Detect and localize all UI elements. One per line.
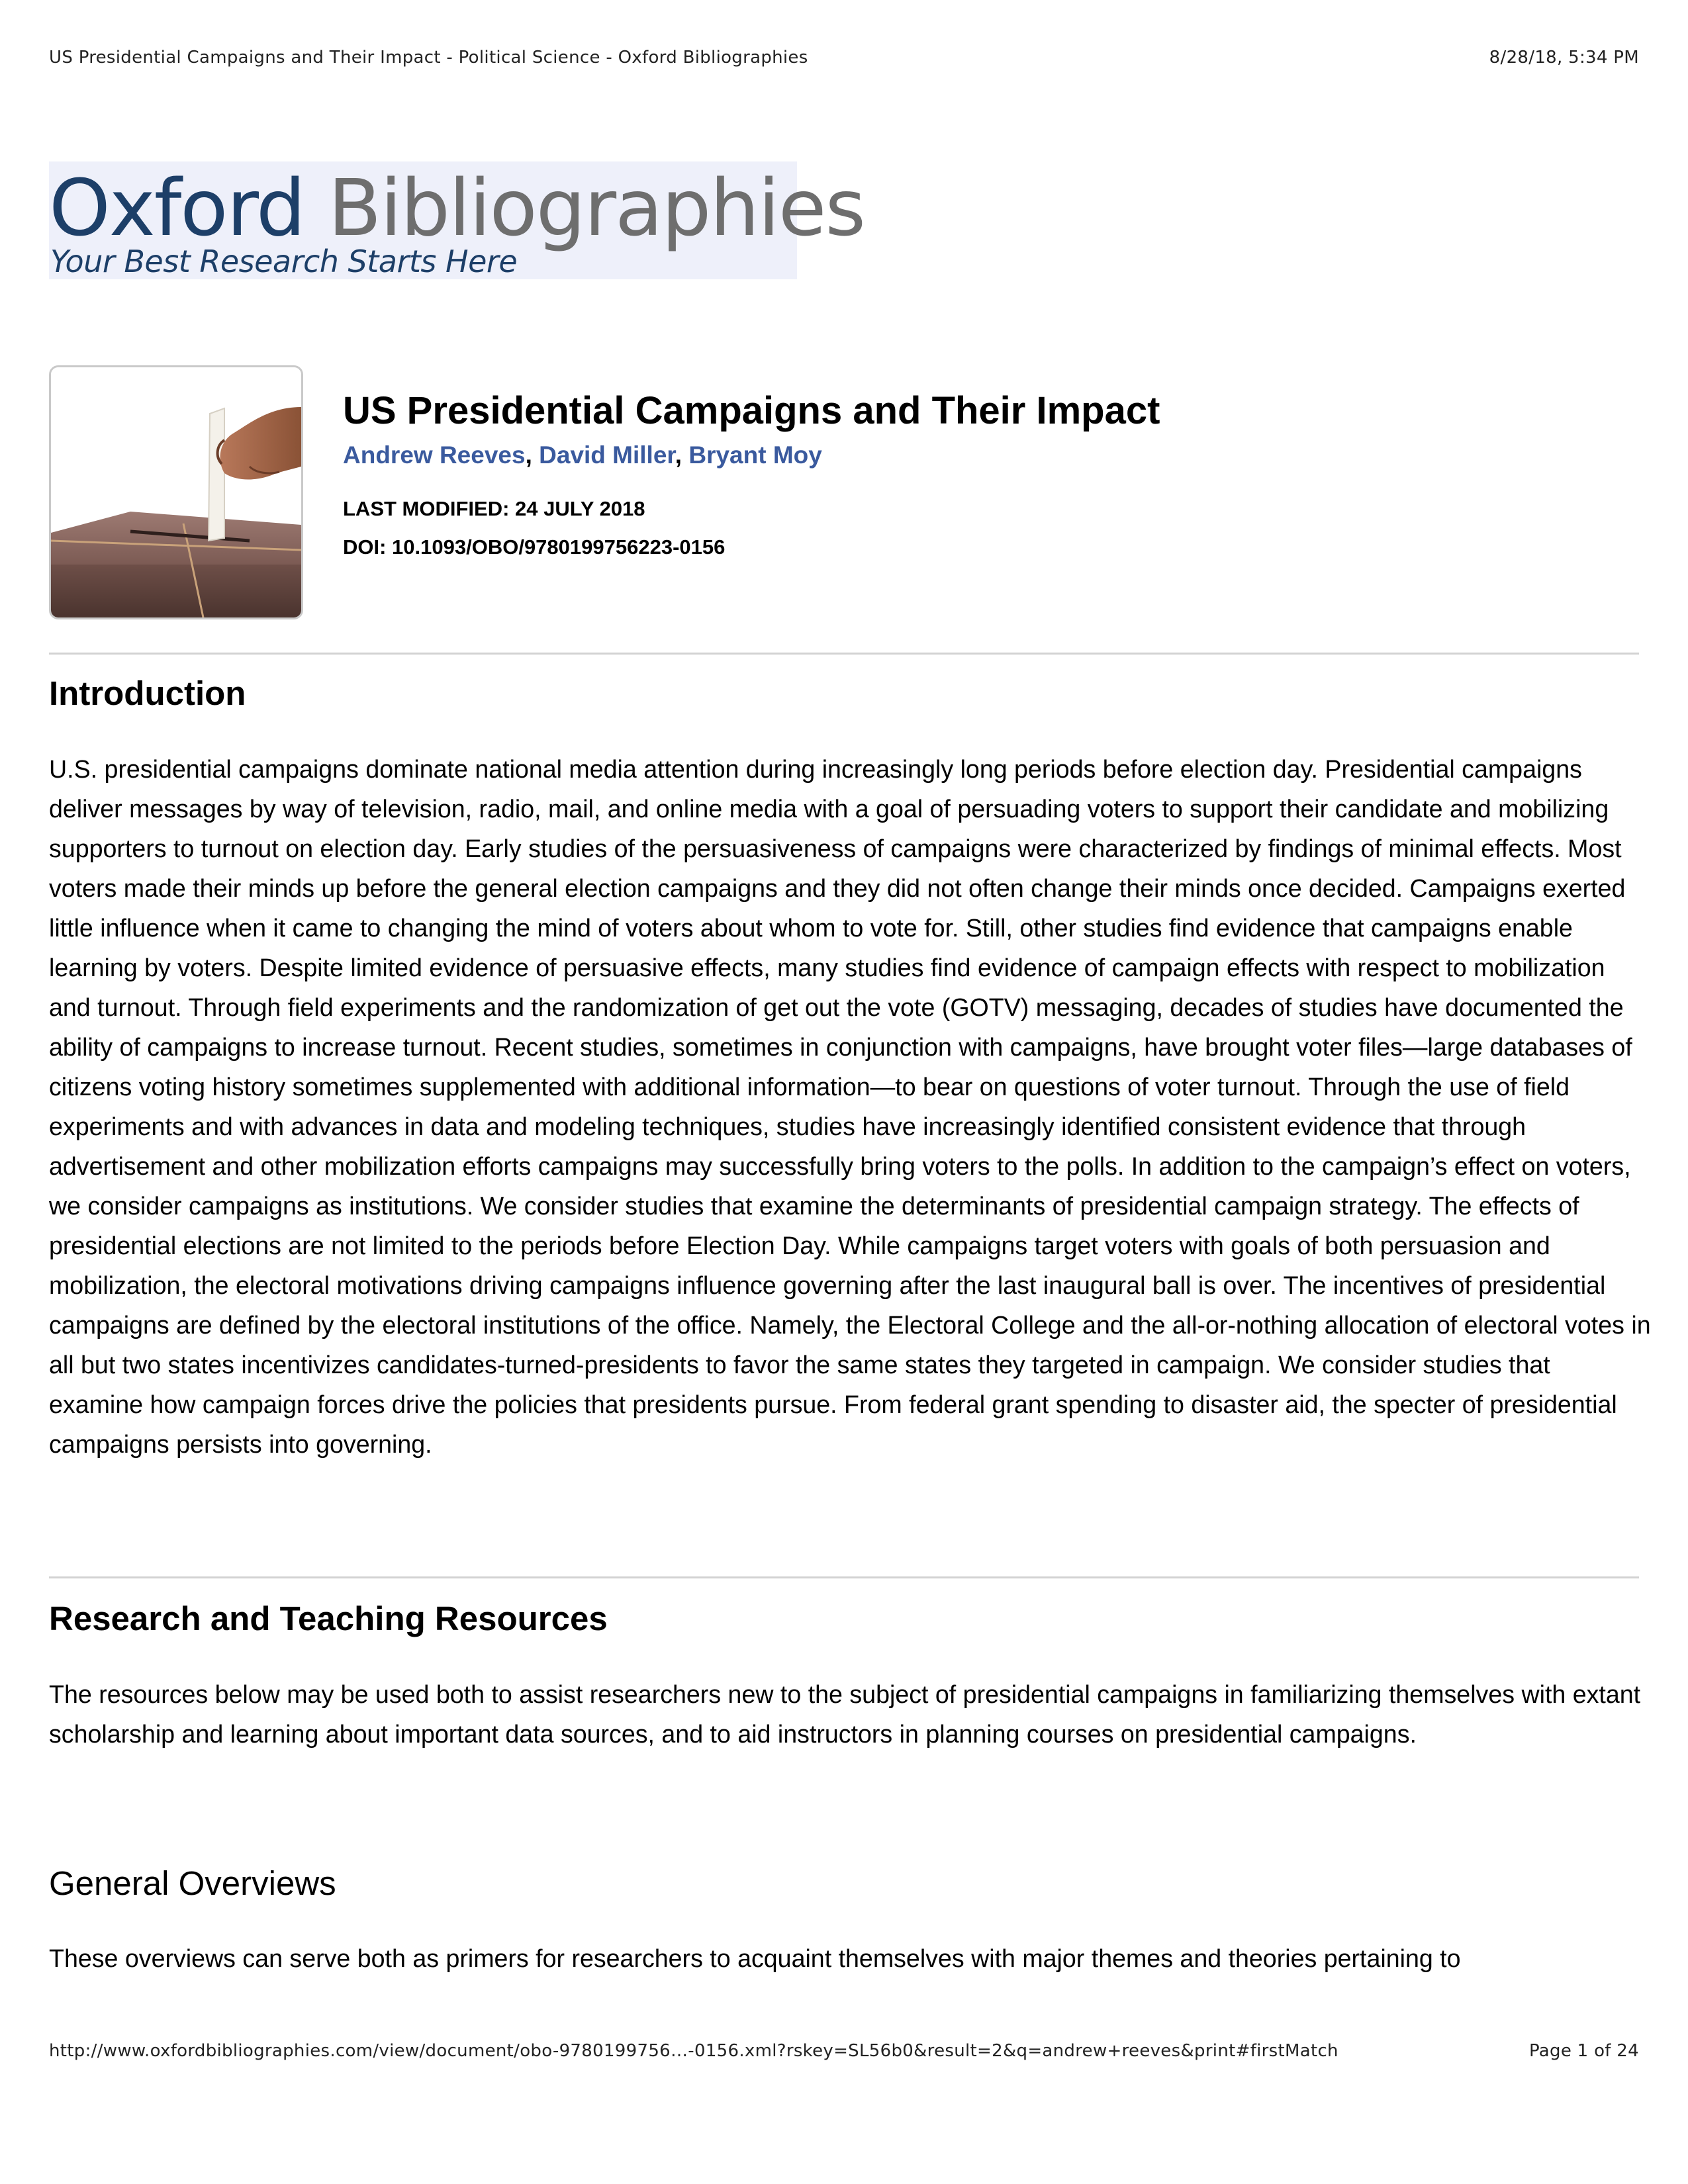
divider	[49, 653, 1639, 655]
oxford-bibliographies-logo[interactable]	[49, 161, 865, 279]
ballot-box-image	[49, 365, 303, 619]
author-link-andrew-reeves[interactable]: Andrew Reeves	[343, 441, 526, 469]
section-heading-research-teaching: Research and Teaching Resources	[49, 1600, 608, 1637]
print-header	[49, 48, 1639, 68]
section-heading-general-overviews: General Overviews	[49, 1864, 336, 1902]
research-teaching-paragraph: The resources below may be used both to assist researchers new to the subject of presidential campaigns in familiarizing themselves with extant scholarship and learning about important data sources, and to aid instructors in planning courses on presidential campaigns.	[49, 1680, 1641, 1748]
doi: DOI: 10.1093/OBO/9780199756223-0156	[343, 535, 726, 559]
section-heading-introduction: Introduction	[49, 674, 246, 712]
print-page-title: US Presidential Campaigns and Their Impact - Political Science - Oxford Bibliographies	[49, 48, 808, 68]
author-separator: ,	[675, 441, 689, 469]
introduction-paragraph: U.S. presidential campaigns dominate national media attention during increasingly long periods before election day. Presidential campaigns deliver messages by way of television, radio, mail, and online media with a goal of persuading voters to support their candidate and mobilizing supporters to turnout on election day. Early studies of the persuasiveness of campaigns were characterized by findings of minimal effects. Most voters made their minds up before the general election campaigns and they did not often change their minds once decided. Campaigns exerted little influence when it came to changing the mind of voters about whom to vote for. Still, other studies find evidence that campaigns enable learning by voters. Despite limited evidence of persuasive effects, many studies find evidence of campaign effects with respect to mobilization and turnout. Through field experiments and the randomization of get out the vote (GOTV) messaging, decades of studies have documented the ability of campaigns to increase turnout. Recent studies, sometimes in conjunction with campaigns, have brought voter files—large databases of citizens voting history sometimes supplemented with additional information—to bear on questions of voter turnout. Through the use of field experiments and with advances in data and modeling techniques, studies have increasingly identified consistent evidence that through advertisement and other mobilization efforts campaigns may successfully bring voters to the polls. In addition to the campaign’s effect on voters, we consider campaigns as institutions. We consider studies that examine the determinants of presidential campaign strategy. The effects of presidential elections are not limited to the periods before Election Day. While campaigns target voters with goals of both persuasion and mobilization, the electoral motivations driving campaigns influence governing after the last inaugural ball is over. The incentives of presidential campaigns are defined by the electoral institutions of the office. Namely, the Electoral College and the all-or-nothing allocation of electoral votes in all but two states incentivizes candidates-turned-presidents to favor the same states they targeted in campaign. We consider studies that examine how campaign forces drive the policies that presidents pursue. From federal grant spending to disaster aid, the specter of presidential campaigns persists into governing.	[49, 755, 1651, 1458]
print-url: http://www.oxfordbibliographies.com/view/document/obo-9780199756…-0156.xml?rskey=SL56b0&result=2&q=andrew+reeves&print#firstMatch	[49, 2041, 1338, 2061]
author-list	[343, 438, 1639, 473]
article-title: US Presidential Campaigns and Their Impact	[343, 389, 1160, 432]
author-separator: ,	[525, 441, 539, 469]
last-modified: LAST MODIFIED: 24 JULY 2018	[343, 497, 645, 520]
general-overviews-paragraph: These overviews can serve both as primers for researchers to acquaint themselves with major themes and theories pertaining to	[49, 1944, 1461, 1972]
logo-word-oxford: Oxford	[49, 162, 305, 253]
logo-wordmark	[49, 161, 865, 254]
author-link-bryant-moy[interactable]: Bryant Moy	[688, 441, 822, 469]
divider	[49, 1576, 1639, 1578]
author-link-david-miller[interactable]: David Miller	[539, 441, 675, 469]
logo-tagline: Your Best Research Starts Here	[50, 244, 518, 279]
print-timestamp: 8/28/18, 5:34 PM	[1489, 48, 1639, 68]
ballot-box-icon	[51, 367, 301, 617]
logo-word-bibliographies: Bibliographies	[328, 162, 865, 253]
page-number: Page 1 of 24	[1528, 2041, 1639, 2061]
print-footer	[49, 2041, 1639, 2061]
article-header	[343, 388, 1639, 567]
article-meta	[343, 490, 1639, 567]
